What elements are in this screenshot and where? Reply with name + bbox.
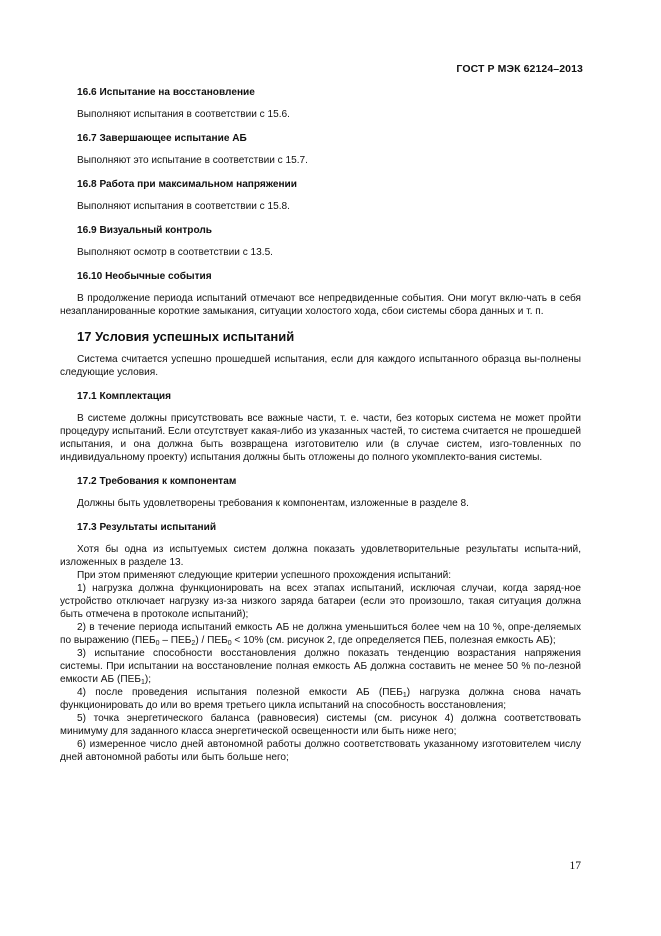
section-16-8-text: Выполняют испытания в соответствии с 15.8. (77, 201, 290, 212)
section-16-8-heading: 16.8 Работа при максимальном напряжении (77, 179, 297, 190)
criterion-6: 6) измеренное число дней автономной работы должно соответствовать указанному изготовителем числу дней автономной работы или быть больше него; (60, 739, 581, 763)
section-17-2-text: Должны быть удовлетворены требования к компонентам, изложенные в разделе 8. (77, 498, 469, 509)
section-16-7-text: Выполняют это испытание в соответствии с 15.7. (77, 155, 308, 166)
section-16-9-text: Выполняют осмотр в соответствии с 13.5. (77, 247, 273, 258)
criterion-4: 4) после проведения испытания полезной емкости АБ $(ПЕБ_1)$ нагрузка должна снова начать функционировать до или во время третьего цикла испытаний на способность восстановления; (60, 687, 581, 711)
criteria-intro: При этом применяют следующие критерии успешного прохождения испытаний: (77, 570, 452, 581)
page-number: 17 (569, 860, 581, 872)
section-17-3-heading: 17.3 Результаты испытаний (77, 522, 217, 533)
criterion-1: 1) нагрузка должна функционировать на всех этапах испытаний, исключая случаи, когда заряд-ное устройство отключает нагрузку из-за низкого заряда батареи (если это произошло, такая ситуация должна быть отмечена в протоколе испытаний); (60, 583, 581, 620)
section-16-10-heading: 16.10 Необычные события (77, 271, 212, 282)
section-17-2-heading: 17.2 Требования к компонентам (77, 476, 237, 487)
section-16-6-text: Выполняют испытания в соответствии с 15.6. (77, 109, 290, 120)
document-header: ГОСТ Р МЭК 62124–2013 (456, 63, 583, 75)
section-16-9-heading: 16.9 Визуальный контроль (77, 225, 212, 236)
section-16-6-heading: 16.6 Испытание на восстановление (77, 87, 255, 98)
criterion-3: 3) испытание способности восстановления должно показать тенденцию возрастания напряжения системы. При испытании на восстановление полная емкость АБ должна составить не менее 50 % по-лезной емкости АБ $(ПЕБ_1)$; (60, 648, 581, 686)
section-17-3-intro: Хотя бы одна из испытуемых систем должна показать удовлетворительные результаты испыта-ний, изложенных в разделе 13. (60, 544, 581, 568)
section-16-7-heading: 16.7 Завершающее испытание АБ (77, 133, 247, 144)
criterion-2: 2) в течение периода испытаний емкость АБ не должна уменьшиться более чем на 10 %, опре-деляемых по выражению $(ПЕБ_0 - ПЕБ_2) / ПЕБ_0 < 10\%$ (см. рисунок 2, где определяется ПЕБ, полезная емкость АБ); (60, 622, 581, 647)
section-17-text: Система считается успешно прошедшей испытания, если для каждого испытанного образца вы-полнены следующие условия. (60, 354, 581, 378)
section-17-1-text: В системе должны присутствовать все важные части, т. е. части, без которых система не может пройти процедуру испытаний. Если отсутствует какая-либо из указанных частей, то система считается не прошедшей испытания, и она должна быть возвращена изготовителю или (в случае систем, изго-товленных по индивидуальному проекту) испытания должны быть отложены до полного укомплекто-вания системы. (60, 413, 581, 463)
section-16-10-text: В продолжение периода испытаний отмечают все непредвиденные события. Они могут вклю-чать в себя незапланированные короткие замыкания, ситуации холостого хода, сбои системы сбора данных и т. п. (60, 293, 581, 317)
document-body (60, 86, 581, 764)
section-17-1-heading: 17.1 Комплектация (77, 391, 172, 402)
section-17-heading: 17 Условия успешных испытаний (77, 329, 295, 344)
criterion-5: 5) точка энергетического баланса (равновесия) системы (см. рисунок 4) должна соответствовать минимуму для заданного класса энергетической освещенности или быть ниже него; (60, 713, 581, 737)
